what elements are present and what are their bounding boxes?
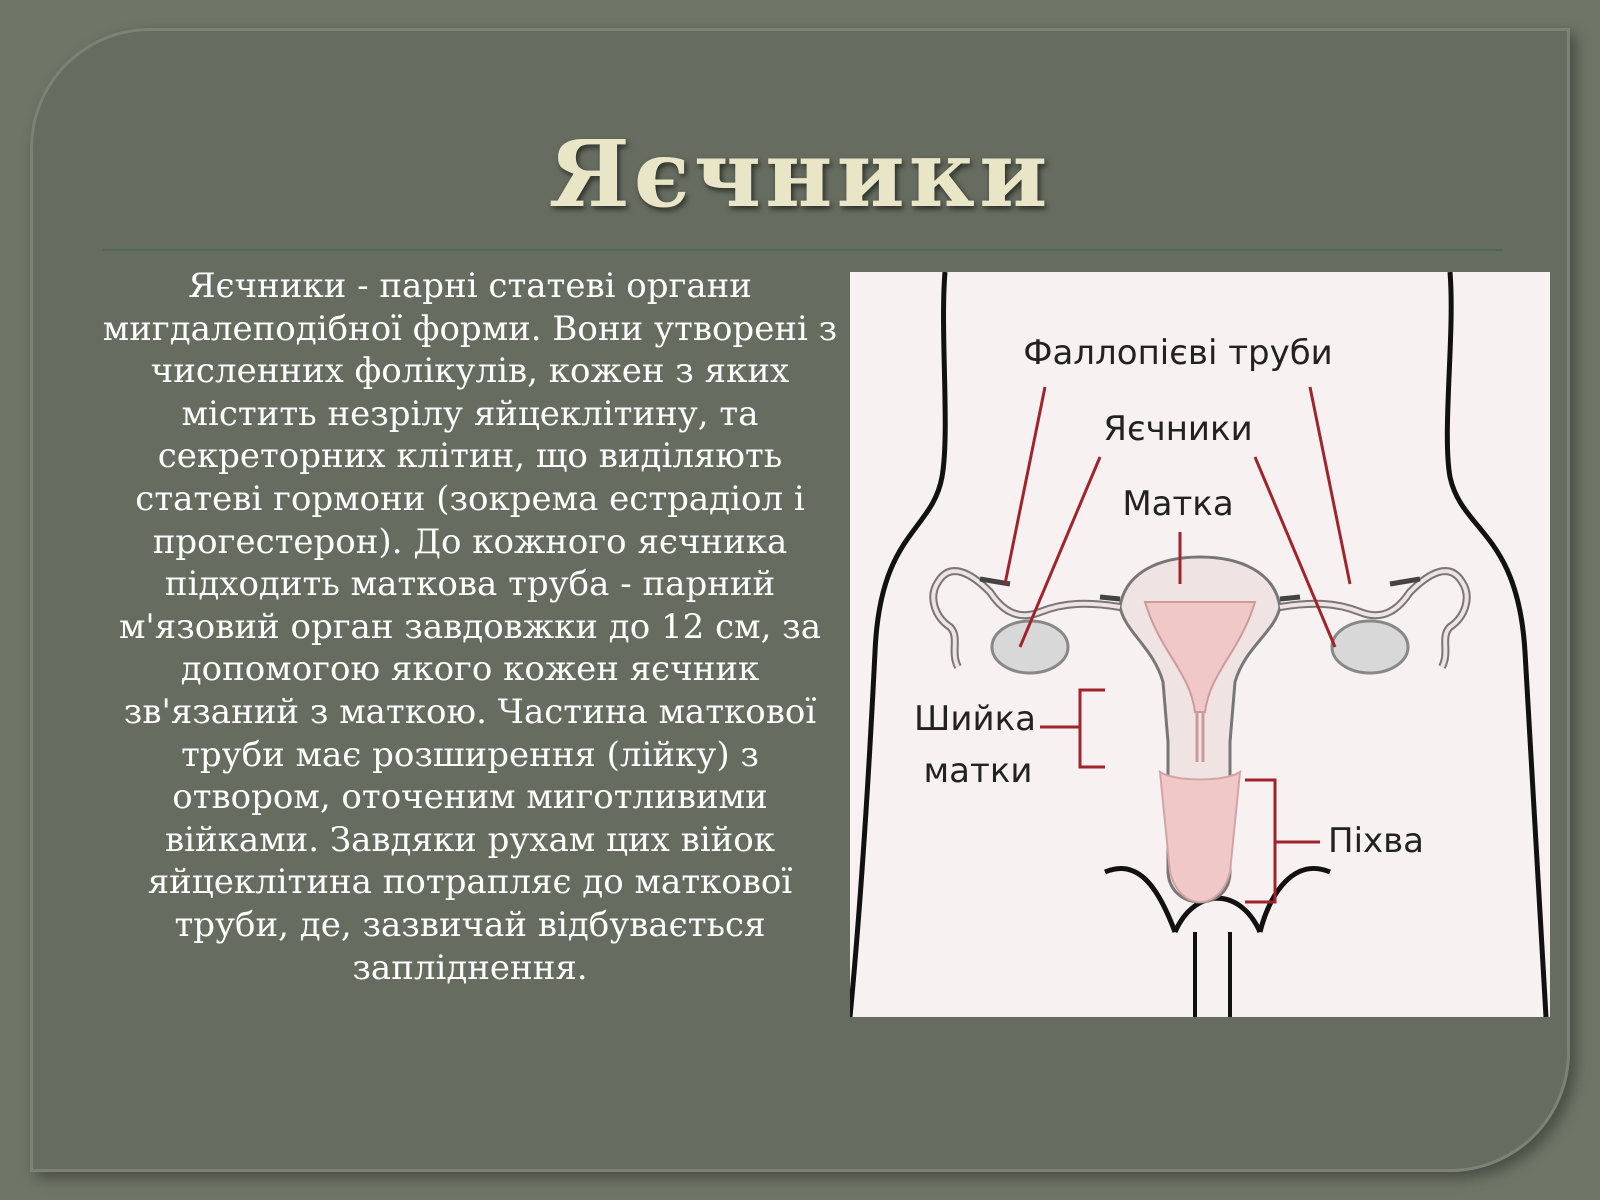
right-ovary <box>1332 621 1408 673</box>
left-tube-junction <box>1100 597 1120 599</box>
label-uterus: Матка <box>1122 484 1234 524</box>
title-divider <box>103 249 1503 251</box>
left-ovary <box>992 621 1068 673</box>
label-ovaries: Яєчники <box>1103 409 1253 449</box>
reproductive-anatomy-diagram <box>850 272 1550 1017</box>
anatomy-svg <box>850 272 1550 1017</box>
right-tube-junction <box>1280 597 1300 599</box>
label-fallopian-tubes: Фаллопієві труби <box>1023 333 1333 373</box>
slide-body-text: Яєчники - парні статеві органи мигдалеподібної форми. Вони утворені з численних фолікулів, кожен з яких містить незрілу яйцеклітину, та секреторних клітин, що виділяють статеві гормони (зокрема естрадіол і прогестерон). До кожного яєчника підходить маткова труба - парний м'язовий орган завдовжки до 12 см, за допомогою якого кожен яєчник зв'язаний з маткою. Частина маткової труби має розширення (лійку) з отвором, оточеним миготливими війками. Завдяки рухам цих війок яйцеклітина потрапляє до маткової труби, де, зазвичай відбувається запліднення. <box>102 266 838 988</box>
slide-title: Яєчники <box>548 120 1052 228</box>
label-cervix-line1: Шийка <box>914 699 1036 739</box>
label-vagina: Піхва <box>1328 821 1425 861</box>
label-cervix-line2: матки <box>923 751 1033 791</box>
